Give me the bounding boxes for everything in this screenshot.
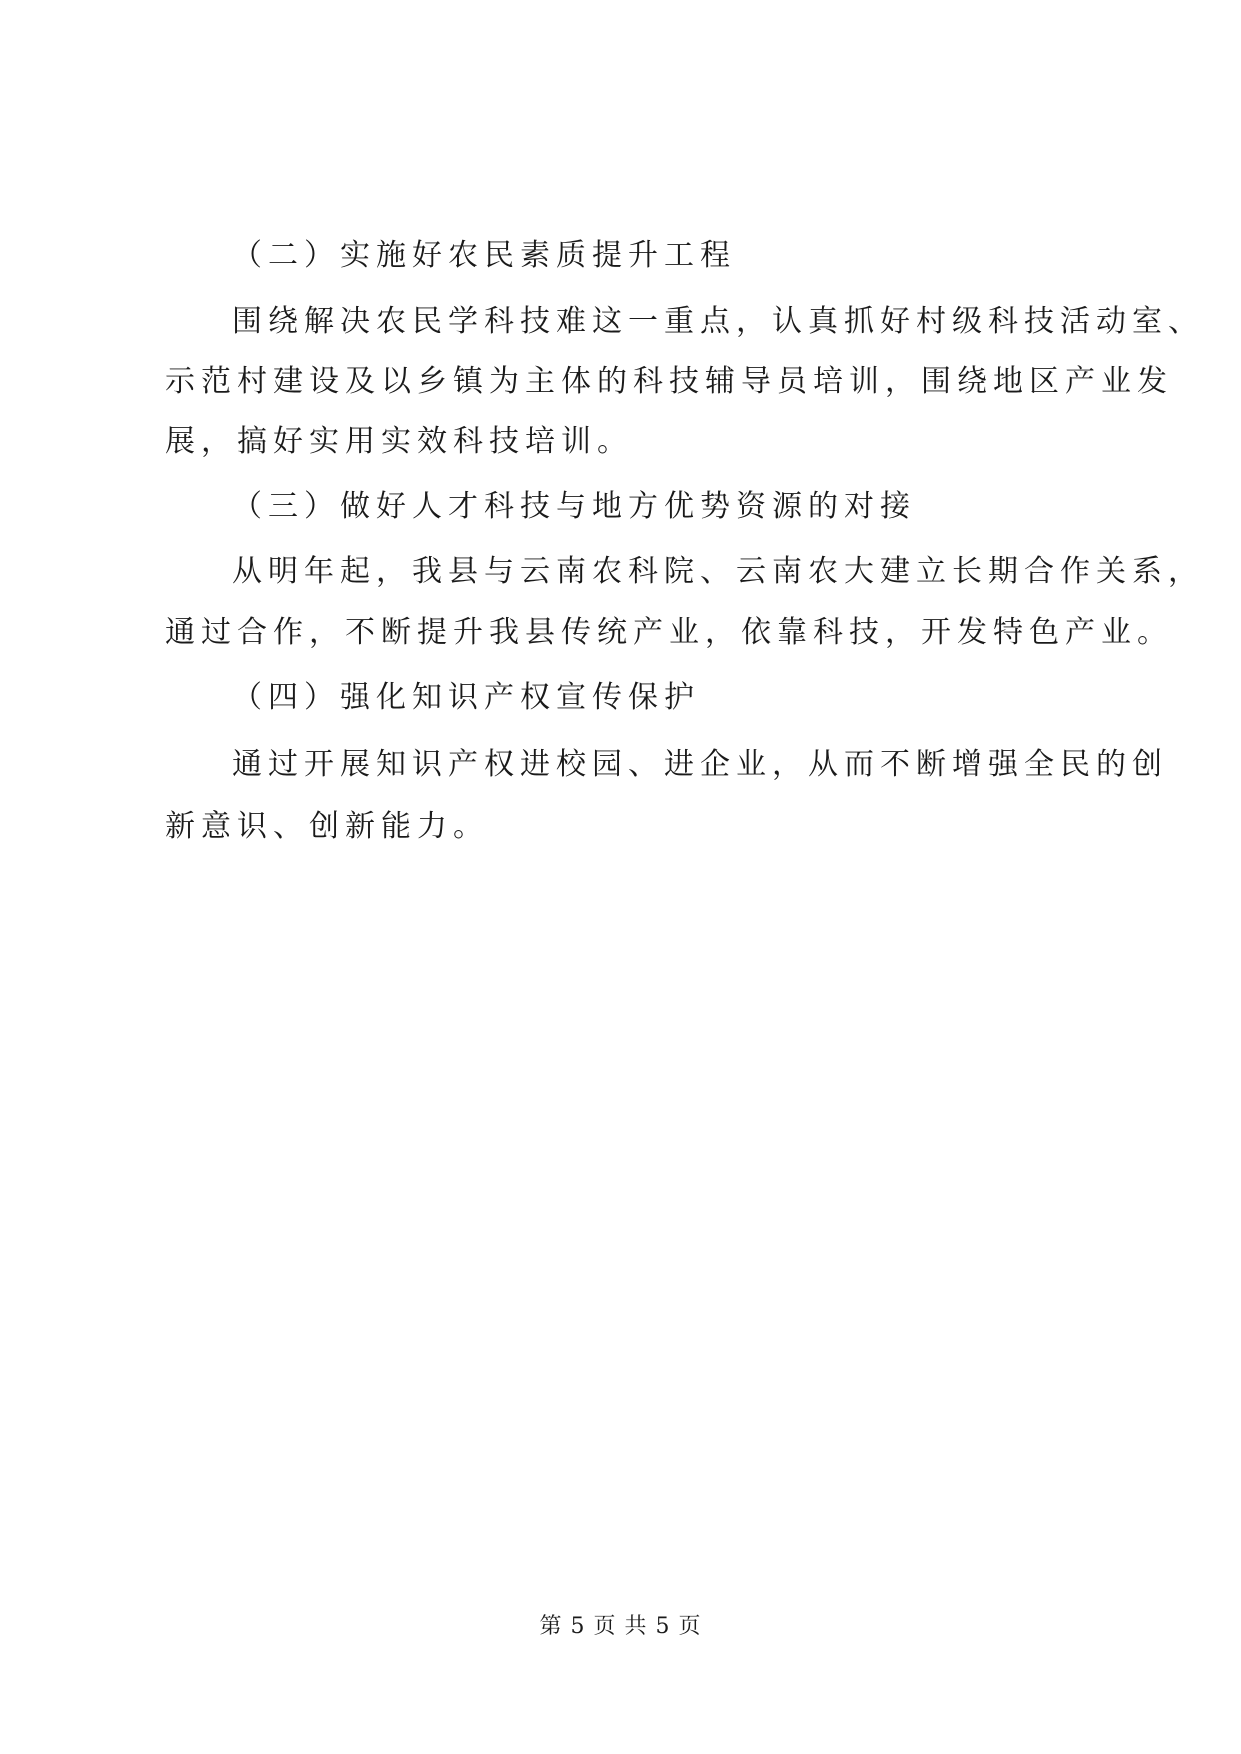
paragraph-line: 示范村建设及以乡镇为主体的科技辅导员培训，围绕地区产业发 xyxy=(165,364,1173,399)
paragraph-line: 围绕解决农民学科技难这一重点，认真抓好村级科技活动室、 xyxy=(232,304,1204,339)
paragraph-line: 通过开展知识产权进校园、进企业，从而不断增强全民的创 xyxy=(232,747,1168,782)
paragraph-line: 新意识、创新能力。 xyxy=(165,809,489,844)
section-heading-2: （二）实施好农民素质提升工程 xyxy=(232,238,736,273)
paragraph-line: 展，搞好实用实效科技培训。 xyxy=(165,424,633,459)
paragraph-line: 从明年起，我县与云南农科院、云南农大建立长期合作关系， xyxy=(232,554,1204,589)
section-heading-4: （四）强化知识产权宣传保护 xyxy=(232,680,700,715)
section-heading-3: （三）做好人才科技与地方优势资源的对接 xyxy=(232,489,916,524)
page-number: 第 5 页 共 5 页 xyxy=(539,1614,702,1639)
paragraph-line: 通过合作，不断提升我县传统产业，依靠科技，开发特色产业。 xyxy=(165,615,1173,650)
